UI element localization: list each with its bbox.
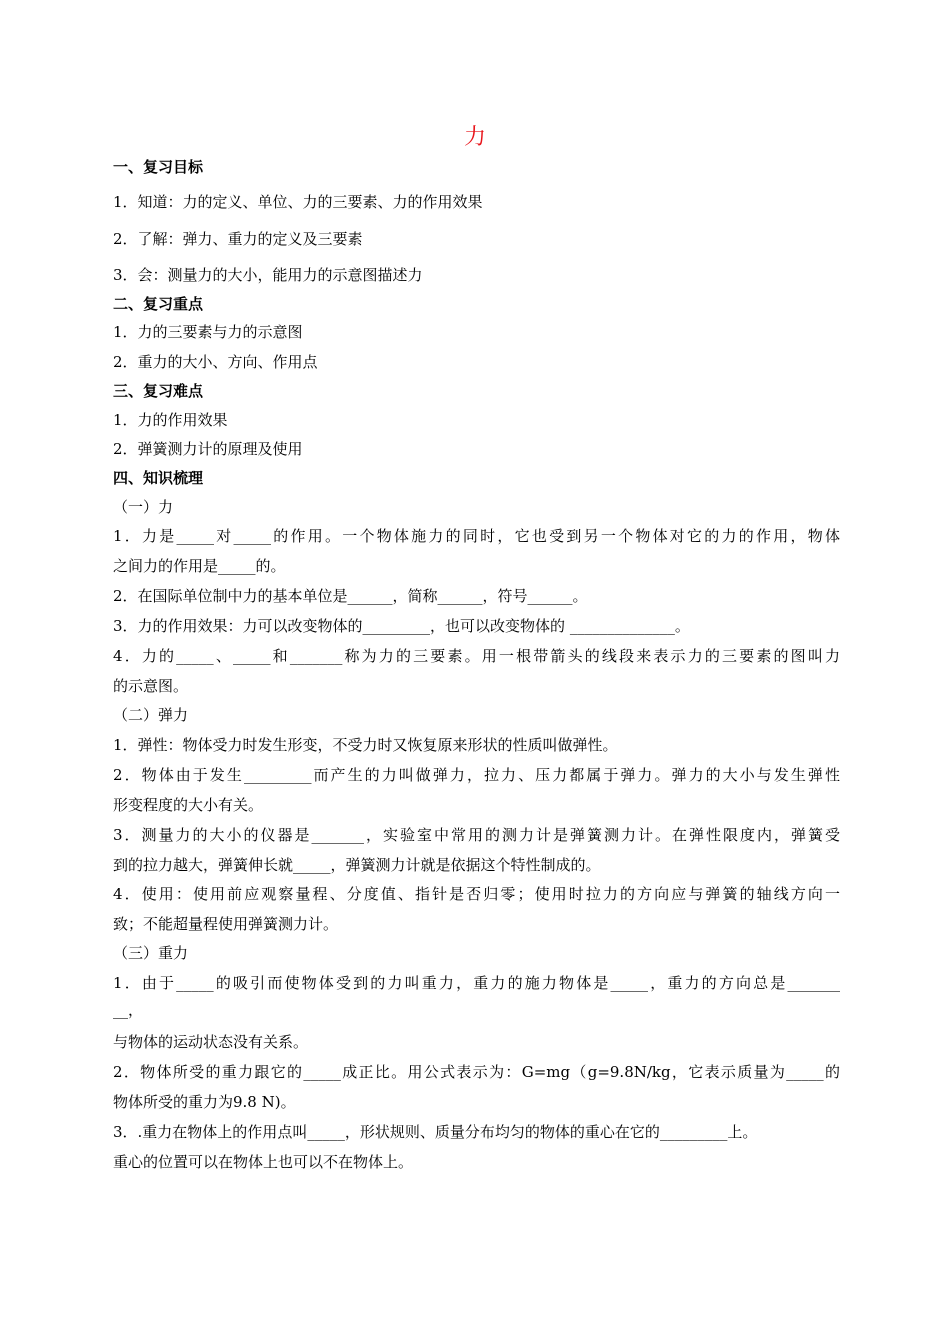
force-line: 2．在国际单位制中力的基本单位是______，简称______，符号______。	[113, 587, 588, 605]
gravity-line: 3．.重力在物体上的作用点叫_____，形状规则、质量分布均匀的物体的重心在它的_________上。	[113, 1123, 758, 1141]
section-heading-goals: 一、复习目标	[113, 158, 204, 176]
elastic-line: 3．测量力的大小的仪器是_______，实验室中常用的测力计是弹簧测力计。在弹性限度内，弹簧受	[113, 826, 840, 844]
elastic-line: 4．使用：使用前应观察量程、分度值、指针是否归零；使用时拉力的方向应与弹簧的轴线方向一	[113, 885, 840, 903]
subsection-heading-gravity: （三）重力	[113, 944, 189, 962]
elastic-line: 到的拉力越大，弹簧伸长就_____，弹簧测力计就是依据这个特性制成的。	[113, 856, 601, 874]
elastic-line: 2．物体由于发生_________而产生的力叫做弹力，拉力、压力都属于弹力。弹力的大小与发生弹性	[113, 766, 840, 784]
page-title: 力	[463, 125, 486, 150]
goal-item: 1．知道：力的定义、单位、力的三要素、力的作用效果	[113, 193, 483, 211]
goal-item: 3．会：测量力的大小，能用力的示意图描述力	[113, 266, 423, 284]
gravity-line: 重心的位置可以在物体上也可以不在物体上。	[113, 1153, 414, 1171]
elastic-line: 致；不能超量程使用弹簧测力计。	[113, 915, 339, 933]
gravity-line: 物体所受的重力为9.8 N)。	[113, 1093, 296, 1111]
key-point-item: 2．重力的大小、方向、作用点	[113, 353, 318, 371]
elastic-line: 形变程度的大小有关。	[113, 796, 264, 814]
force-line: 3．力的作用效果：力可以改变物体的_________，也可以改变物体的 ______________。	[113, 617, 690, 635]
section-heading-difficulties: 三、复习难点	[113, 382, 204, 400]
gravity-line: 与物体的运动状态没有关系。	[113, 1033, 309, 1051]
difficulty-item: 2．弹簧测力计的原理及使用	[113, 440, 303, 458]
subsection-heading-elastic: （二）弹力	[113, 706, 189, 724]
gravity-line: __，	[113, 1001, 144, 1019]
section-heading-key-points: 二、复习重点	[113, 295, 204, 313]
key-point-item: 1．力的三要素与力的示意图	[113, 323, 303, 341]
force-line: 之间力的作用是_____的。	[113, 557, 286, 575]
section-heading-knowledge: 四、知识梳理	[113, 469, 204, 487]
force-line: 4．力的_____、_____和_______称为力的三要素。用一根带箭头的线段来表示力的三要素的图叫力	[113, 647, 840, 665]
subsection-heading-force: （一）力	[113, 498, 174, 516]
force-line: 1．力是_____对_____的作用。一个物体施力的同时，它也受到另一个物体对它的力的作用，物体	[113, 527, 840, 545]
elastic-line: 1．弹性：物体受力时发生形变，不受力时又恢复原来形状的性质叫做弹性。	[113, 736, 618, 754]
goal-item: 2．了解：弹力、重力的定义及三要素	[113, 230, 363, 248]
difficulty-item: 1．力的作用效果	[113, 411, 228, 429]
gravity-line: 1．由于_____的吸引而使物体受到的力叫重力，重力的施力物体是_____，重力的方向总是_______	[113, 974, 840, 992]
gravity-line: 2．物体所受的重力跟它的_____成正比。用公式表示为：G=mg（g=9.8N/kg，它表示质量为_____的	[113, 1063, 840, 1081]
force-line: 的示意图。	[113, 677, 189, 695]
